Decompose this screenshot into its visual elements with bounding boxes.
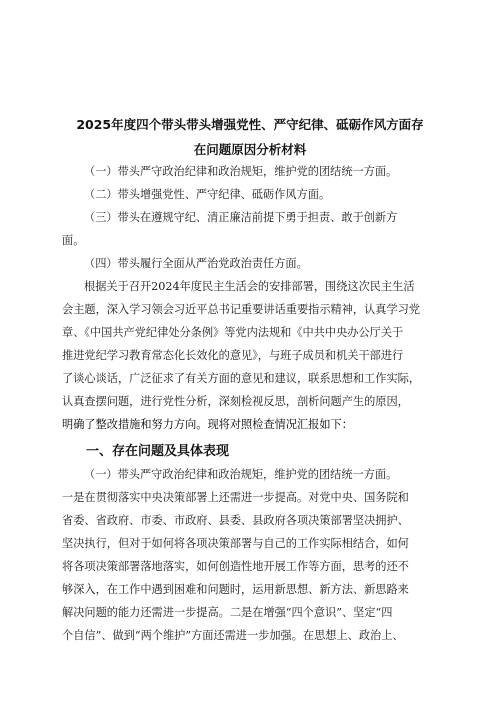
intro-paragraph-line: 章、《中国共产党纪律处分条例》等党内法规和《中共中央办公厅关于 bbox=[62, 326, 404, 339]
section-body-line: 解决问题的能力还需进一步提高。二是在增强“四个意识”、坚定“四 bbox=[62, 606, 393, 619]
outline-item-1: （一）带头严守政治纪律和政治规矩，维护党的团结统一方面。 bbox=[84, 165, 398, 178]
intro-paragraph-line: 会主题，深入学习领会习近平总书记重要讲话重要指示精神，认真学习党 bbox=[62, 303, 421, 316]
intro-paragraph-line: 了谈心谈话，广泛征求了有关方面的意见和建议，联系思想和工作实际， bbox=[62, 372, 421, 385]
section-heading: 一、存在问题及具体表现 bbox=[86, 444, 230, 459]
section-body-line: 坚决执行，但对于如何将各项决策部署与自己的工作实际相结合，如何 bbox=[62, 537, 409, 550]
outline-item-2: （二）带头增强党性、严守纪律、砥砺作风方面。 bbox=[84, 188, 331, 201]
document-title-line-2: 在问题原因分析材料 bbox=[193, 142, 307, 157]
outline-item-3-continued: 面。 bbox=[62, 234, 85, 247]
document-title-line-1: 2025年度四个带头带头增强党性、严守纪律、砥砺作风方面存 bbox=[76, 117, 424, 132]
outline-item-3: （三）带头在遵规守纪、清正廉洁前提下勇于担责、敢于创新方 bbox=[84, 211, 398, 224]
section-body-line: 个自信”、做到“两个维护”方面还需进一步加强。在思想上、政治上、 bbox=[62, 629, 404, 642]
outline-item-4: （四）带头履行全面从严治党政治责任方面。 bbox=[84, 257, 308, 270]
section-body-line: （一）带头严守政治纪律和政治规矩，维护党的团结统一方面。 bbox=[84, 468, 398, 481]
intro-paragraph-line: 推进党纪学习教育常态化长效化的意见》，与班子成员和机关干部进行 bbox=[62, 349, 404, 362]
intro-paragraph-line: 根据关于召开2024年度民主生活会的安排部署，围绕这次民主生活 bbox=[84, 280, 415, 293]
section-body-line: 一是在贯彻落实中央决策部署上还需进一步提高。对党中央、国务院和 bbox=[62, 491, 409, 504]
section-body-line: 将各项决策部署落地落实，如何创造性地开展工作等方面，思考的还不 bbox=[62, 560, 409, 573]
section-body-line: 够深入，在工作中遇到困难和问题时，运用新思想、新方法、新思路来 bbox=[62, 583, 409, 596]
section-body-line: 省委、省政府、市委、市政府、县委、县政府各项决策部署坚决拥护、 bbox=[62, 514, 409, 527]
intro-paragraph-line: 认真查摆问题，进行党性分析，深刻检视反思，剖析问题产生的原因， bbox=[62, 395, 409, 408]
intro-paragraph-line: 明确了整改措施和努力方向。现将对照检查情况汇报如下： bbox=[62, 419, 353, 431]
